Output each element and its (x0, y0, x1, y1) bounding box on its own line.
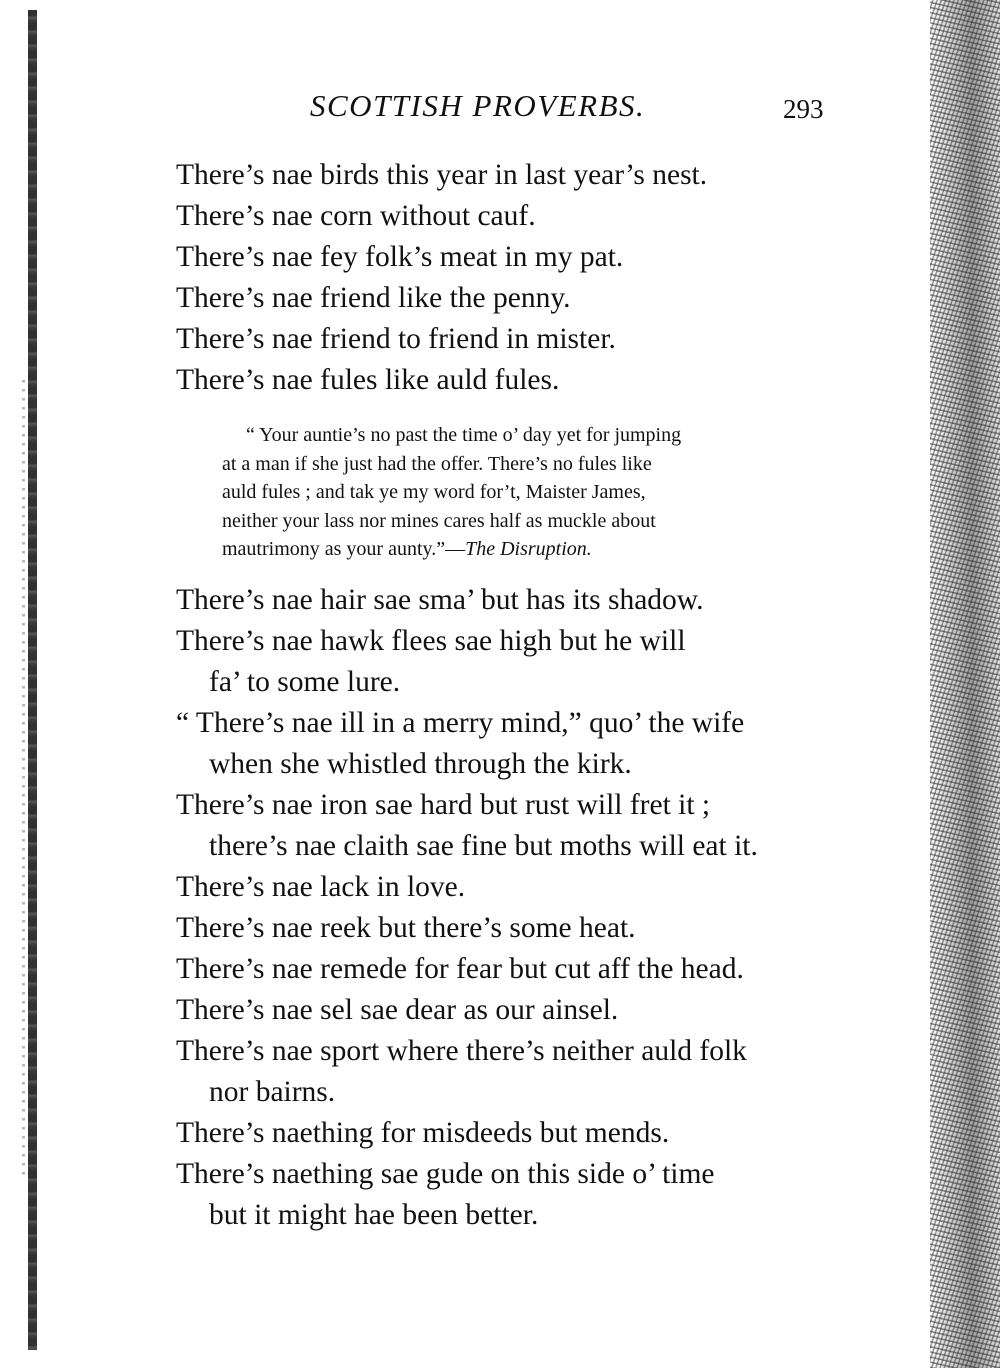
proverb-continuation-line: when she whistled through the kirk. (209, 748, 632, 780)
proverb-list-before-quote (176, 155, 836, 401)
proverb-line: There’s nae reek but there’s some heat. (176, 912, 636, 944)
proverb-list-after-quote (176, 580, 836, 1236)
proverb-continuation-line: but it might hae been better. (209, 1199, 539, 1231)
quotation-citation: The Disruption. (465, 538, 592, 560)
running-title: SCOTTISH PROVERBS. (310, 88, 646, 123)
quotation-line: neither your lass nor mines cares half as muckle about (222, 509, 656, 532)
proverb-continuation-line: nor bairns. (209, 1076, 336, 1108)
proverb-continuation-line: fa’ to some lure. (209, 666, 401, 698)
proverb-line: There’s nae birds this year in last year’s nest. (176, 159, 708, 191)
proverb-line: There’s nae hawk flees sae high but he will (176, 625, 686, 657)
proverb-line: There’s naething for misdeeds but mends. (176, 1117, 670, 1149)
proverb-line: There’s nae remede for fear but cut aff the head. (176, 953, 744, 985)
proverb-continuation-line: there’s nae claith sae fine but moths will eat it. (209, 830, 758, 862)
page-binding-shadow (28, 10, 37, 1350)
page-header (300, 88, 840, 134)
page-edge-shadow (930, 0, 1000, 1368)
page-binding-speckle (22, 380, 25, 1180)
proverb-line: There’s nae lack in love. (176, 871, 466, 903)
proverb-line: There’s nae friend to friend in mister. (176, 323, 616, 355)
quotation-line-text: mautrimony as your aunty.”— (222, 538, 466, 560)
quotation-line: “ Your auntie’s no past the time o’ day yet for jumping (246, 424, 682, 446)
proverb-line: There’s nae iron sae hard but rust will fret it ; (176, 789, 711, 821)
quotation-block (222, 421, 834, 564)
proverb-line: There’s nae corn without cauf. (176, 200, 536, 232)
proverb-line: “ There’s nae ill in a merry mind,” quo’ the wife (176, 707, 745, 739)
proverb-line: There’s naething sae gude on this side o’ time (176, 1158, 715, 1190)
proverb-line: There’s nae sel sae dear as our ainsel. (176, 994, 619, 1026)
page-number: 293 (783, 94, 824, 124)
proverb-line: There’s nae fey folk’s meat in my pat. (176, 241, 624, 273)
proverb-line: There’s nae friend like the penny. (176, 282, 571, 314)
quotation-line: auld fules ; and tak ye my word for’t, Maister James, (222, 481, 646, 503)
quotation-last-line (222, 535, 834, 564)
proverb-line: There’s nae hair sae sma’ but has its shadow. (176, 584, 704, 616)
proverb-line: There’s nae fules like auld fules. (176, 364, 560, 396)
quotation-line: at a man if she just had the offer. There’s no fules like (222, 452, 652, 475)
proverb-line: There’s nae sport where there’s neither auld folk (176, 1035, 747, 1067)
